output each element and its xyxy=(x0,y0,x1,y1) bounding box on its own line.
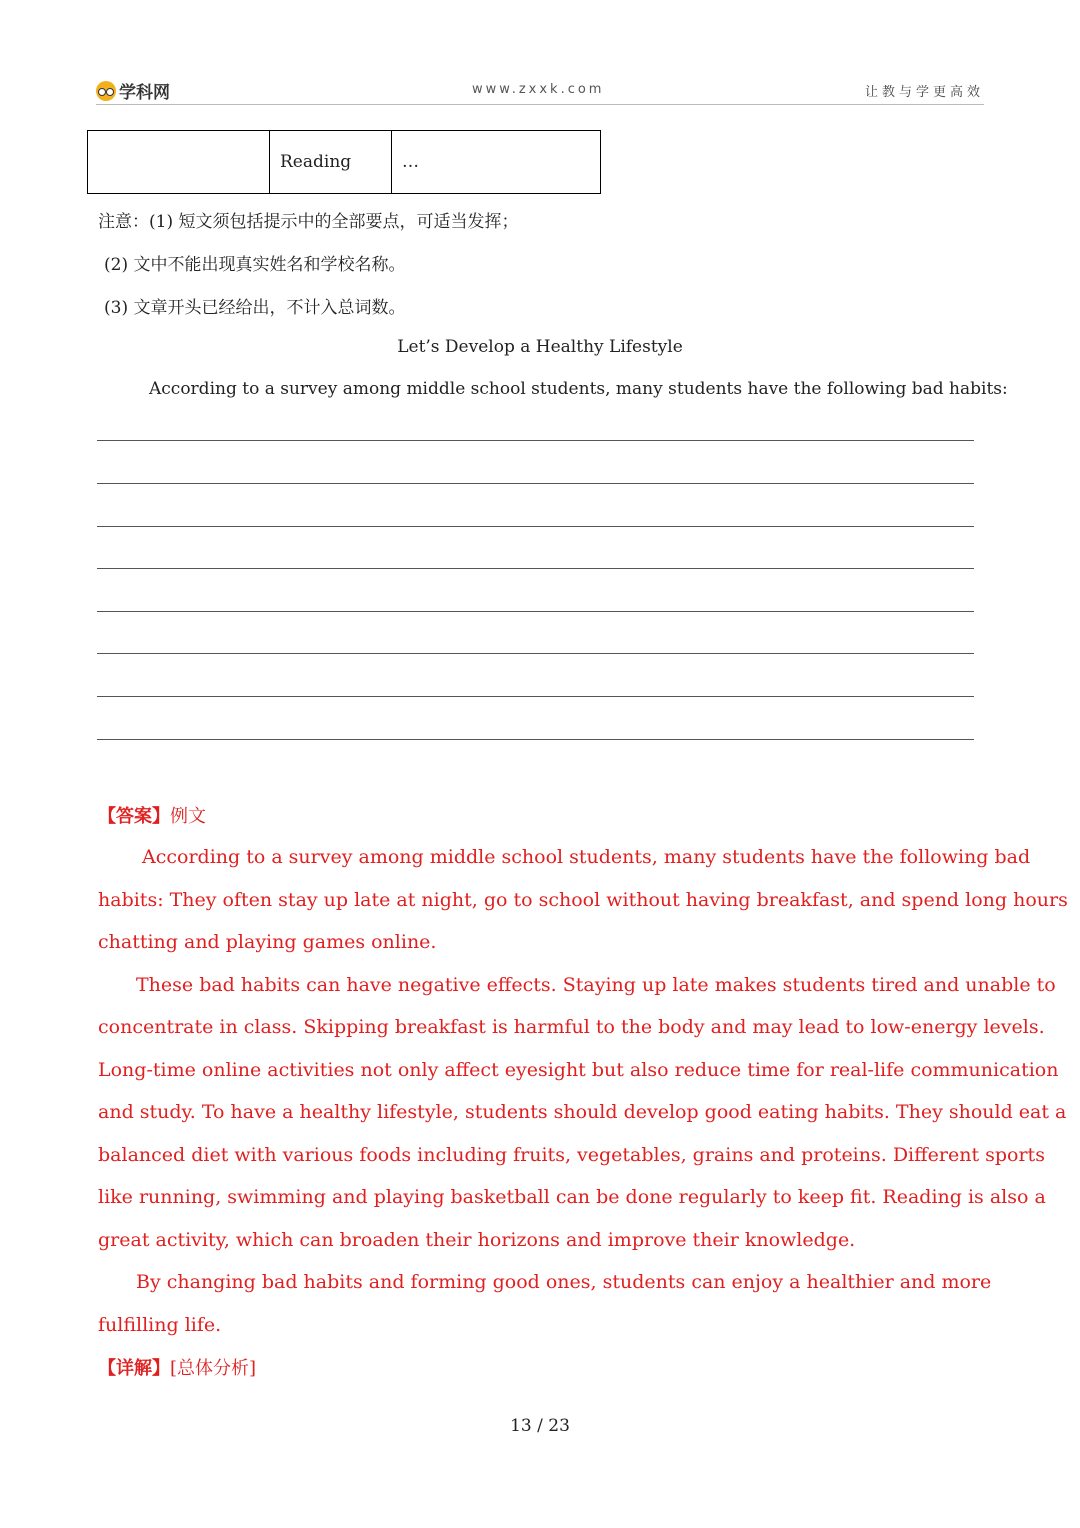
writing-line xyxy=(97,526,974,527)
essay-line: By changing bad habits and forming good ones, students can enjoy a healthier and more xyxy=(136,1271,992,1293)
essay-line: and study. To have a healthy lifestyle, students should develop good eating habits. They should eat a xyxy=(98,1101,1067,1123)
essay-line: These bad habits can have negative effects. Staying up late makes students tired and unable to xyxy=(136,973,1056,996)
table-cell: Reading xyxy=(270,131,392,194)
essay-opening: According to a survey among middle school students, many students have the following bad habits: xyxy=(149,379,1008,399)
essay-title: Let’s Develop a Healthy Lifestyle xyxy=(397,337,683,357)
answer-bracket: 【答案】 xyxy=(98,806,170,827)
detail-type: [总体分析] xyxy=(170,1358,257,1379)
table-cell: … xyxy=(392,131,601,194)
essay-line: fulfilling life. xyxy=(98,1313,222,1336)
essay-line: chatting and playing games online. xyxy=(98,931,437,953)
site-url: www.zxxk.com xyxy=(472,82,605,97)
essay-line: great activity, which can broaden their horizons and improve their knowledge. xyxy=(98,1228,856,1251)
essay-line: Long-time online activities not only affect eyesight but also reduce time for real-life communication xyxy=(98,1058,1059,1081)
slogan: 让教与学更高效 xyxy=(864,85,984,100)
writing-line xyxy=(97,696,974,697)
writing-line xyxy=(97,568,974,569)
essay-line: like running, swimming and playing basketball can be done regularly to keep fit. Reading is also a xyxy=(98,1186,1046,1208)
note-line: (2) 文中不能出现真实姓名和学校名称。 xyxy=(104,255,406,275)
table-cell xyxy=(88,131,270,194)
logo-owl-icon xyxy=(96,81,116,101)
writing-line xyxy=(97,440,974,441)
writing-line xyxy=(97,653,974,654)
page-header xyxy=(96,76,984,105)
writing-line xyxy=(97,483,974,484)
essay-line: According to a survey among middle school students, many students have the following bad xyxy=(142,846,1031,868)
note-line: 注意：(1) 短文须包括提示中的全部要点，可适当发挥； xyxy=(98,212,519,232)
answer-essay xyxy=(98,836,1068,1346)
essay-line: habits: They often stay up late at night, go to school without having breakfast, and spend long hours xyxy=(98,888,1068,911)
logo-text: 学科网 xyxy=(119,83,170,103)
writing-line xyxy=(97,611,974,612)
writing-line xyxy=(97,739,974,740)
essay-line: balanced diet with various foods including fruits, vegetables, grains and proteins. Different sports xyxy=(98,1143,1045,1166)
answer-label xyxy=(98,802,206,828)
prompt-table xyxy=(87,130,601,194)
logo xyxy=(96,78,170,103)
essay-line: concentrate in class. Skipping breakfast is harmful to the body and may lead to low-energy levels. xyxy=(98,1016,1045,1038)
detail-bracket: 【详解】 xyxy=(98,1358,170,1379)
detail-label xyxy=(98,1354,256,1380)
table-row xyxy=(88,131,601,194)
note-line: (3) 文章开头已经给出，不计入总词数。 xyxy=(104,298,406,318)
page-number: 13 / 23 xyxy=(510,1416,570,1436)
answer-type: 例文 xyxy=(170,806,206,827)
